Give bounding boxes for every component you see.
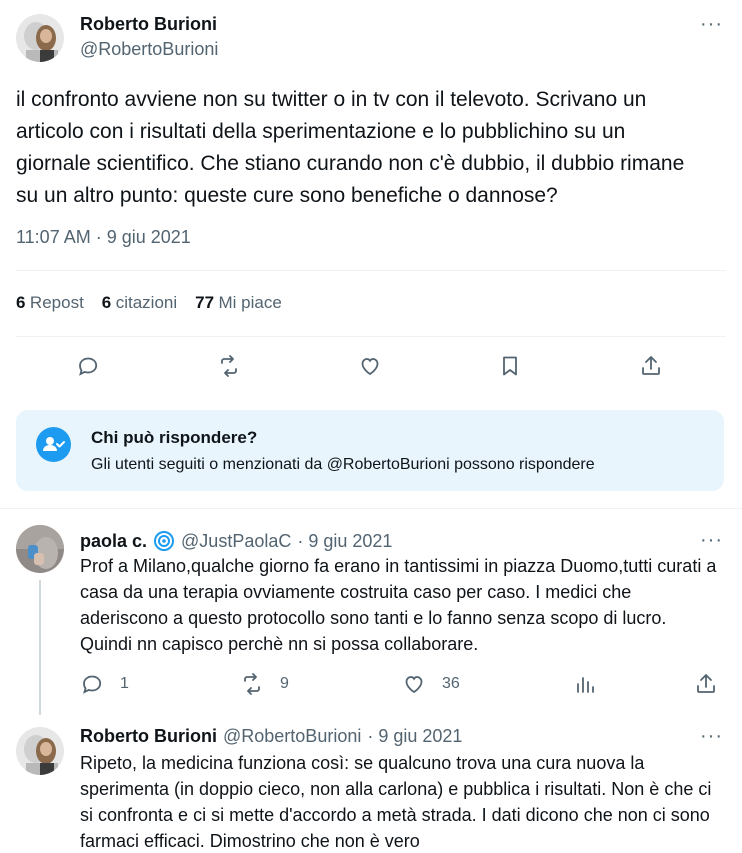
repost-count: 9: [280, 675, 289, 692]
repost-icon: [217, 354, 241, 378]
likes-count: 77: [195, 293, 215, 312]
share-icon: [694, 672, 718, 696]
reply-date[interactable]: · 9 giu 2021: [367, 726, 463, 746]
quotes-label: citazioni: [115, 293, 178, 312]
reply-author-handle[interactable]: @JustPaolaC: [181, 530, 292, 551]
reply-author-name[interactable]: paola c.: [80, 530, 148, 551]
bookmark-icon: [498, 354, 522, 378]
reply-button[interactable]: [80, 672, 129, 696]
divider: [16, 336, 726, 337]
repost-button[interactable]: [240, 672, 289, 696]
reply-text: Ripeto, la medicina funziona così: se qualcuno trova una cura nuova la sperimenta (in doppio cieco, non alla carlona) e pubblica i risultati. Non è che ci si confronta e ci si mette d'accordo a metà strada. I dati dicono che non ci sono farmaci efficaci. Dimostrino che non è vero: [80, 753, 712, 851]
views-button[interactable]: [573, 672, 597, 696]
heart-icon: [402, 672, 426, 696]
divider: [16, 270, 726, 271]
like-button[interactable]: [358, 354, 382, 378]
stats-row: [16, 293, 282, 313]
restriction-subtitle: Gli utenti seguiti o menzionati da @RobertoBurioni possono rispondere: [91, 456, 595, 473]
share-button[interactable]: [694, 672, 718, 696]
reply-header: [80, 726, 462, 747]
like-count: 36: [442, 675, 460, 692]
reply-text: Prof a Milano,qualche giorno fa erano in tantissimi in piazza Duomo,tutti curati a casa da una terapia ovviamente costruita caso per caso. I medici che aderiscono a questo protocollo sono tanti e lo fanno senza scopo di lucro. Quindi nn capisco perchè nn si possa collaborare.: [80, 556, 717, 654]
avatar[interactable]: [16, 525, 64, 573]
quotes-stat[interactable]: [102, 293, 177, 313]
thread-line: [39, 580, 41, 715]
quotes-count: 6: [101, 293, 112, 312]
reply-header: [80, 530, 392, 552]
repost-icon: [240, 672, 264, 696]
analytics-icon: [573, 672, 597, 696]
reposts-label: Repost: [29, 293, 84, 312]
verified-ring-icon: [153, 530, 175, 552]
reply-icon: [80, 672, 104, 696]
reply-author-handle[interactable]: @RobertoBurioni: [223, 726, 362, 746]
heart-icon: [358, 354, 382, 378]
reposts-stat[interactable]: [16, 293, 84, 313]
tweet-text: il confronto avviene non su twitter o in tv con il televoto. Scrivano un articolo con i risultati della sperimentazione e lo pubblichino su un giornale scientifico. Che stiano curando non c'è dubbio, il dubbio rimane su un altro punto: queste cure sono benefiche o dannose?: [16, 88, 685, 207]
share-button[interactable]: [639, 354, 663, 378]
likes-stat[interactable]: [195, 293, 282, 313]
reposts-count: 6: [16, 293, 26, 312]
author-name[interactable]: Roberto Burioni: [80, 14, 217, 34]
more-options-icon[interactable]: ···: [700, 13, 723, 35]
author-handle[interactable]: @RobertoBurioni: [80, 39, 219, 59]
likes-label: Mi piace: [218, 293, 282, 312]
bookmark-button[interactable]: [498, 354, 522, 378]
avatar[interactable]: [16, 14, 64, 62]
reply-count: 1: [120, 675, 129, 692]
more-options-icon[interactable]: ···: [700, 529, 723, 551]
reply-button[interactable]: [76, 354, 100, 378]
divider: [0, 508, 742, 509]
reply-author-name[interactable]: Roberto Burioni: [80, 726, 217, 746]
restriction-title: Chi può rispondere?: [91, 428, 258, 447]
avatar[interactable]: [16, 727, 64, 775]
like-button[interactable]: [402, 672, 460, 696]
tweet-timestamp[interactable]: 11:07 AM · 9 giu 2021: [16, 227, 191, 247]
share-icon: [639, 354, 663, 378]
reply-date[interactable]: · 9 giu 2021: [297, 530, 393, 551]
repost-button[interactable]: [217, 354, 241, 378]
mention-people-icon: [36, 427, 71, 462]
more-options-icon[interactable]: ···: [700, 725, 723, 747]
reply-icon: [76, 354, 100, 378]
reply-restriction-panel: [16, 410, 724, 491]
